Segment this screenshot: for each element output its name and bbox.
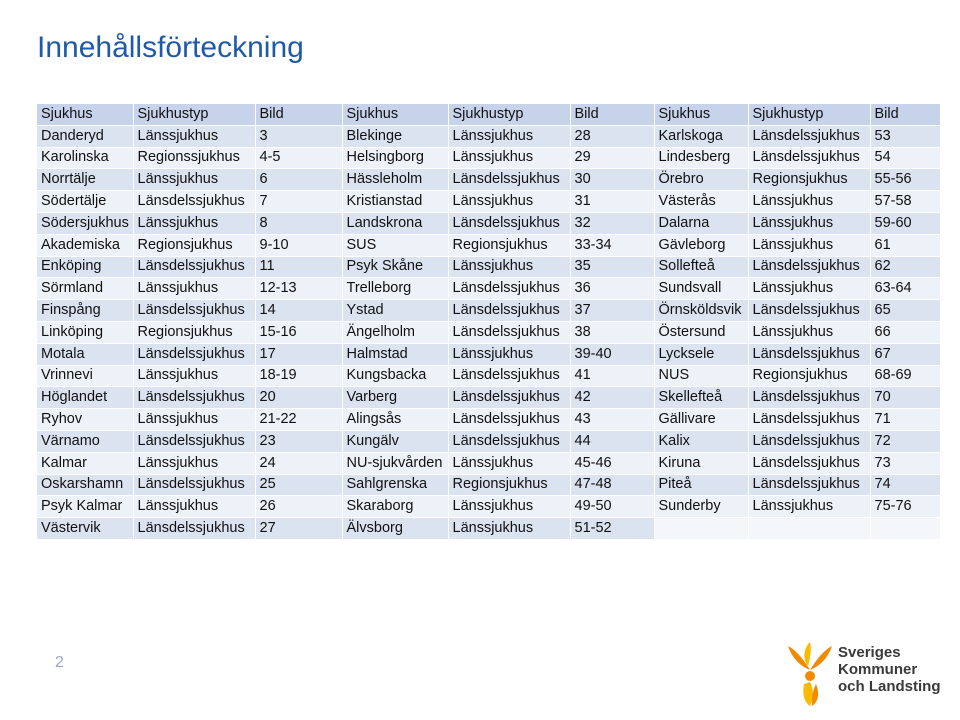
cell-hospital: Akademiska [37, 234, 133, 256]
column-header-slide: Bild [570, 104, 654, 125]
cell-slide: 25 [255, 474, 342, 496]
cell-hospital: Kalix [654, 430, 748, 452]
cell-slide: 35 [570, 256, 654, 278]
cell-type: Länsdelssjukhus [448, 300, 570, 322]
table-row [37, 387, 940, 409]
cell-hospital: Gävleborg [654, 234, 748, 256]
table-row [37, 212, 940, 234]
cell-hospital: Södertälje [37, 191, 133, 213]
cell-slide: 43 [570, 409, 654, 431]
cell-type: Länssjukhus [448, 496, 570, 518]
cell-hospital: Västervik [37, 518, 133, 540]
cell-hospital: Värnamo [37, 430, 133, 452]
cell-type: Regionsjukhus [133, 234, 255, 256]
cell-slide: 36 [570, 278, 654, 300]
cell-type: Länsdelssjukhus [748, 343, 870, 365]
cell-hospital: Sundsvall [654, 278, 748, 300]
cell-slide: 72 [870, 430, 940, 452]
cell-slide: 51-52 [570, 518, 654, 540]
cell-type: Länssjukhus [448, 343, 570, 365]
table-row [37, 452, 940, 474]
cell-type: Länssjukhus [448, 191, 570, 213]
cell-hospital [654, 518, 748, 540]
cell-hospital: Sunderby [654, 496, 748, 518]
cell-slide: 30 [570, 169, 654, 191]
cell-type: Länssjukhus [748, 278, 870, 300]
cell-slide: 73 [870, 452, 940, 474]
cell-type: Regionsjukhus [448, 474, 570, 496]
cell-type: Länssjukhus [133, 212, 255, 234]
cell-type: Länsdelssjukhus [448, 365, 570, 387]
cell-hospital: Trelleborg [342, 278, 448, 300]
column-header-slide: Bild [255, 104, 342, 125]
cell-slide: 27 [255, 518, 342, 540]
cell-slide: 26 [255, 496, 342, 518]
cell-slide: 12-13 [255, 278, 342, 300]
cell-type: Länsdelssjukhus [133, 430, 255, 452]
cell-hospital: Landskrona [342, 212, 448, 234]
cell-slide: 70 [870, 387, 940, 409]
cell-hospital: Piteå [654, 474, 748, 496]
cell-type [748, 518, 870, 540]
logo-text [838, 644, 941, 695]
cell-slide: 42 [570, 387, 654, 409]
cell-hospital: Kungsbacka [342, 365, 448, 387]
cell-hospital: Varberg [342, 387, 448, 409]
cell-hospital: NU-sjukvården [342, 452, 448, 474]
table-row [37, 191, 940, 213]
cell-type: Regionssjukhus [133, 147, 255, 169]
cell-hospital: Västerås [654, 191, 748, 213]
cell-slide: 75-76 [870, 496, 940, 518]
cell-slide: 39-40 [570, 343, 654, 365]
toc-table [37, 104, 941, 540]
cell-slide: 37 [570, 300, 654, 322]
cell-slide: 57-58 [870, 191, 940, 213]
cell-type: Länsdelssjukhus [748, 452, 870, 474]
cell-slide: 71 [870, 409, 940, 431]
cell-slide: 49-50 [570, 496, 654, 518]
cell-type: Länsdelssjukhus [448, 387, 570, 409]
cell-hospital: Linköping [37, 321, 133, 343]
column-header-hospital: Sjukhus [37, 104, 133, 125]
table-header-row [37, 104, 940, 125]
column-header-type: Sjukhustyp [133, 104, 255, 125]
cell-slide: 53 [870, 125, 940, 147]
cell-hospital: Kristianstad [342, 191, 448, 213]
cell-type: Länsdelssjukhus [448, 169, 570, 191]
cell-type: Länssjukhus [748, 321, 870, 343]
cell-type: Länsdelssjukhus [133, 191, 255, 213]
cell-type: Länssjukhus [133, 409, 255, 431]
cell-hospital: Höglandet [37, 387, 133, 409]
cell-type: Regionsjukhus [748, 365, 870, 387]
table-row [37, 474, 940, 496]
logo-line: Kommuner [838, 661, 918, 678]
cell-hospital: Sahlgrenska [342, 474, 448, 496]
cell-slide: 54 [870, 147, 940, 169]
cell-type: Länssjukhus [133, 169, 255, 191]
cell-hospital: Lindesberg [654, 147, 748, 169]
cell-slide: 18-19 [255, 365, 342, 387]
cell-slide: 47-48 [570, 474, 654, 496]
cell-slide: 8 [255, 212, 342, 234]
cell-slide: 59-60 [870, 212, 940, 234]
cell-slide: 24 [255, 452, 342, 474]
cell-slide: 7 [255, 191, 342, 213]
cell-slide: 74 [870, 474, 940, 496]
cell-type: Länsdelssjukhus [748, 125, 870, 147]
cell-hospital: Ryhov [37, 409, 133, 431]
cell-type: Regionsjukhus [748, 169, 870, 191]
table-row [37, 321, 940, 343]
logo-line: och Landsting [838, 678, 941, 695]
cell-type: Länssjukhus [133, 125, 255, 147]
cell-type: Regionsjukhus [133, 321, 255, 343]
table-row [37, 125, 940, 147]
cell-type: Länssjukhus [133, 452, 255, 474]
cell-type: Länsdelssjukhus [748, 147, 870, 169]
cell-type: Länssjukhus [748, 191, 870, 213]
cell-hospital: Skellefteå [654, 387, 748, 409]
column-header-hospital: Sjukhus [342, 104, 448, 125]
cell-type: Länsdelssjukhus [748, 256, 870, 278]
table-row [37, 169, 940, 191]
cell-type: Länsdelssjukhus [448, 321, 570, 343]
cell-slide: 41 [570, 365, 654, 387]
cell-hospital: Örnsköldsvik [654, 300, 748, 322]
table-row [37, 430, 940, 452]
column-header-type: Sjukhustyp [448, 104, 570, 125]
cell-slide: 61 [870, 234, 940, 256]
table-row [37, 496, 940, 518]
cell-hospital: Halmstad [342, 343, 448, 365]
cell-type: Länssjukhus [133, 278, 255, 300]
cell-type: Länsdelssjukhus [448, 409, 570, 431]
cell-hospital: Sollefteå [654, 256, 748, 278]
cell-hospital: Ystad [342, 300, 448, 322]
cell-type: Länsdelssjukhus [748, 430, 870, 452]
cell-type: Länssjukhus [133, 496, 255, 518]
cell-hospital: Södersjukhus [37, 212, 133, 234]
table-row [37, 234, 940, 256]
cell-type: Länsdelssjukhus [448, 430, 570, 452]
cell-type: Länsdelssjukhus [748, 387, 870, 409]
cell-slide: 29 [570, 147, 654, 169]
page-number: 2 [55, 654, 64, 671]
table-row [37, 365, 940, 387]
cell-slide: 66 [870, 321, 940, 343]
column-header-hospital: Sjukhus [654, 104, 748, 125]
cell-hospital: NUS [654, 365, 748, 387]
cell-type: Länsdelssjukhus [133, 518, 255, 540]
logo-line: Sveriges [838, 644, 901, 661]
cell-slide: 33-34 [570, 234, 654, 256]
cell-slide: 67 [870, 343, 940, 365]
table-row [37, 147, 940, 169]
cell-hospital: Blekinge [342, 125, 448, 147]
cell-slide: 28 [570, 125, 654, 147]
cell-type: Länsdelssjukhus [133, 256, 255, 278]
cell-hospital: Ängelholm [342, 321, 448, 343]
table-row [37, 278, 940, 300]
cell-hospital: Norrtälje [37, 169, 133, 191]
cell-type: Länsdelssjukhus [133, 474, 255, 496]
cell-slide [870, 518, 940, 540]
cell-hospital: Danderyd [37, 125, 133, 147]
cell-slide: 15-16 [255, 321, 342, 343]
cell-hospital: Skaraborg [342, 496, 448, 518]
cell-slide: 63-64 [870, 278, 940, 300]
cell-type: Länsdelssjukhus [448, 278, 570, 300]
cell-hospital: Vrinnevi [37, 365, 133, 387]
cell-type: Länssjukhus [448, 518, 570, 540]
column-header-type: Sjukhustyp [748, 104, 870, 125]
cell-slide: 20 [255, 387, 342, 409]
cell-hospital: Karolinska [37, 147, 133, 169]
cell-slide: 55-56 [870, 169, 940, 191]
cell-slide: 62 [870, 256, 940, 278]
cell-type: Länssjukhus [448, 147, 570, 169]
table-row [37, 518, 940, 540]
cell-hospital: Sörmland [37, 278, 133, 300]
cell-type: Länssjukhus [748, 234, 870, 256]
table-row [37, 256, 940, 278]
cell-slide: 3 [255, 125, 342, 147]
cell-hospital: Psyk Skåne [342, 256, 448, 278]
cell-hospital: Helsingborg [342, 147, 448, 169]
cell-hospital: Enköping [37, 256, 133, 278]
cell-slide: 4-5 [255, 147, 342, 169]
cell-hospital: Psyk Kalmar [37, 496, 133, 518]
cell-type: Länsdelssjukhus [448, 212, 570, 234]
cell-hospital: Finspång [37, 300, 133, 322]
cell-type: Länsdelssjukhus [133, 343, 255, 365]
cell-type: Länsdelssjukhus [133, 387, 255, 409]
cell-slide: 44 [570, 430, 654, 452]
cell-hospital: Gällivare [654, 409, 748, 431]
cell-hospital: Kalmar [37, 452, 133, 474]
cell-slide: 9-10 [255, 234, 342, 256]
cell-hospital: Dalarna [654, 212, 748, 234]
cell-hospital: Kiruna [654, 452, 748, 474]
page-title: Innehållsförteckning [37, 31, 304, 64]
cell-hospital: Älvsborg [342, 518, 448, 540]
cell-type: Länsdelssjukhus [748, 409, 870, 431]
cell-type: Länssjukhus [448, 452, 570, 474]
table-row [37, 343, 940, 365]
cell-hospital: Motala [37, 343, 133, 365]
cell-hospital: Karlskoga [654, 125, 748, 147]
cell-hospital: Oskarshamn [37, 474, 133, 496]
skl-logo [780, 636, 950, 706]
cell-slide: 32 [570, 212, 654, 234]
cell-slide: 31 [570, 191, 654, 213]
table-row [37, 300, 940, 322]
cell-hospital: Lycksele [654, 343, 748, 365]
cell-hospital: SUS [342, 234, 448, 256]
cell-slide: 6 [255, 169, 342, 191]
person-with-arms-up-logo-icon [780, 636, 840, 708]
cell-type: Länssjukhus [133, 365, 255, 387]
column-header-slide: Bild [870, 104, 940, 125]
cell-hospital: Hässleholm [342, 169, 448, 191]
cell-type: Länssjukhus [448, 256, 570, 278]
cell-hospital: Alingsås [342, 409, 448, 431]
cell-type: Länsdelssjukhus [748, 474, 870, 496]
cell-slide: 17 [255, 343, 342, 365]
cell-type: Länssjukhus [748, 212, 870, 234]
cell-type: Länsdelssjukhus [748, 300, 870, 322]
cell-type: Länsdelssjukhus [133, 300, 255, 322]
cell-slide: 21-22 [255, 409, 342, 431]
cell-slide: 65 [870, 300, 940, 322]
cell-slide: 14 [255, 300, 342, 322]
cell-type: Regionsjukhus [448, 234, 570, 256]
table-row [37, 409, 940, 431]
cell-hospital: Kungälv [342, 430, 448, 452]
cell-slide: 23 [255, 430, 342, 452]
cell-slide: 38 [570, 321, 654, 343]
cell-type: Länssjukhus [748, 496, 870, 518]
cell-hospital: Östersund [654, 321, 748, 343]
cell-type: Länssjukhus [448, 125, 570, 147]
cell-slide: 68-69 [870, 365, 940, 387]
cell-slide: 45-46 [570, 452, 654, 474]
cell-slide: 11 [255, 256, 342, 278]
cell-hospital: Örebro [654, 169, 748, 191]
